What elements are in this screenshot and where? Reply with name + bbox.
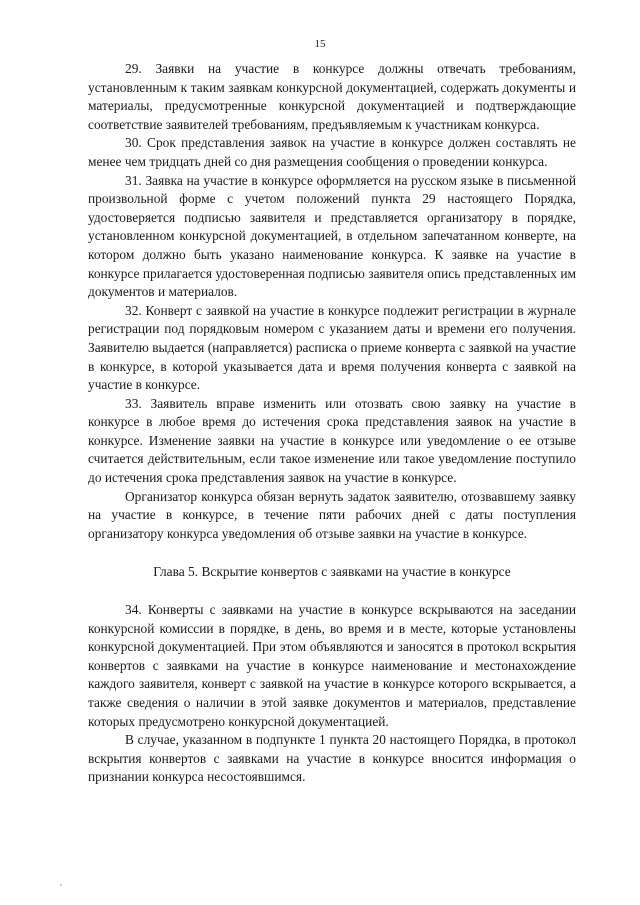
scan-speck — [60, 884, 62, 886]
page-number: 15 — [314, 38, 326, 50]
paragraph-34: 34. Конверты с заявками на участие в конкурсе вскрываются на заседании конкурсной комиссии в порядке, в день, во время и в месте, которые установлены конкурсной документацией. При этом объявляются и заносятся в протокол вскрытия конвертов с заявками на участие в конкурсе наименование и местонахождение каждого заявителя, конверт с заявкой на участие в конкурсе которого вскрывается, а также сведения о наличии в этой заявке документов и материалов, представление которых предусмотрено конкурсной документацией. — [88, 602, 576, 729]
paragraph-33: 33. Заявитель вправе изменить или отозвать свою заявку на участие в конкурсе в любое время до истечения срока представления заявок на участие в конкурсе. Изменение заявки на участие в конкурсе или уведомление о ее отзыве считается действительным, если такое изменение или такое уведомление поступило до истечения срока представления заявок на участие в конкурсе. — [88, 395, 576, 486]
paragraph-32: 32. Конверт с заявкой на участие в конкурсе подлежит регистрации в журнале регистрации под порядковым номером с указанием даты и времени его получения. Заявителю выдается (направляется) расписка о приеме конверта с заявкой на участие в конкурсе, в которой указывается дата и время получения конверта с заявкой на участие в конкурсе. — [88, 302, 576, 393]
chapter-5-heading: Глава 5. Вскрытие конвертов с заявками на участие в конкурсе — [153, 564, 511, 580]
paragraph-31: 31. Заявка на участие в конкурсе оформляется на русском языке в письменной произвольной форме с учетом положений пункта 29 настоящего Порядка, удостоверяется подписью заявителя и представляется организатору в порядке, установленном конкурсной документацией, в отдельном запечатанном конверте, на котором должно быть указано наименование конкурса. К заявке на участие в конкурсе прилагается удостоверенная подписью заявителя опись представленных им документов и материалов. — [88, 172, 576, 300]
paragraph-29: 29. Заявки на участие в конкурсе должны отвечать требованиям, установленным к таким заявкам конкурсной документацией, содержать документы и материалы, предусмотренные конкурсной документацией и подтверждающие соответствие заявителей требованиям, предъявляемым к участникам конкурса. — [88, 61, 576, 132]
document-body — [88, 60, 576, 787]
paragraph-30: 30. Срок представления заявок на участие в конкурсе должен составлять не менее чем тридцать дней со дня размещения сообщения о проведении конкурса. — [88, 135, 576, 169]
paragraph-34-protocol: В случае, указанном в подпункте 1 пункта 20 настоящего Порядка, в протокол вскрытия конвертов с заявками на участие в конкурсе вносится информация о признании конкурса несостоявшимся. — [88, 732, 576, 785]
paragraph-33-deposit: Организатор конкурса обязан вернуть задаток заявителю, отозвавшему заявку на участие в конкурсе, в течение пяти рабочих дней с даты поступления организатору конкурса уведомления об отзыве заявки на участие в конкурсе. — [88, 488, 576, 541]
